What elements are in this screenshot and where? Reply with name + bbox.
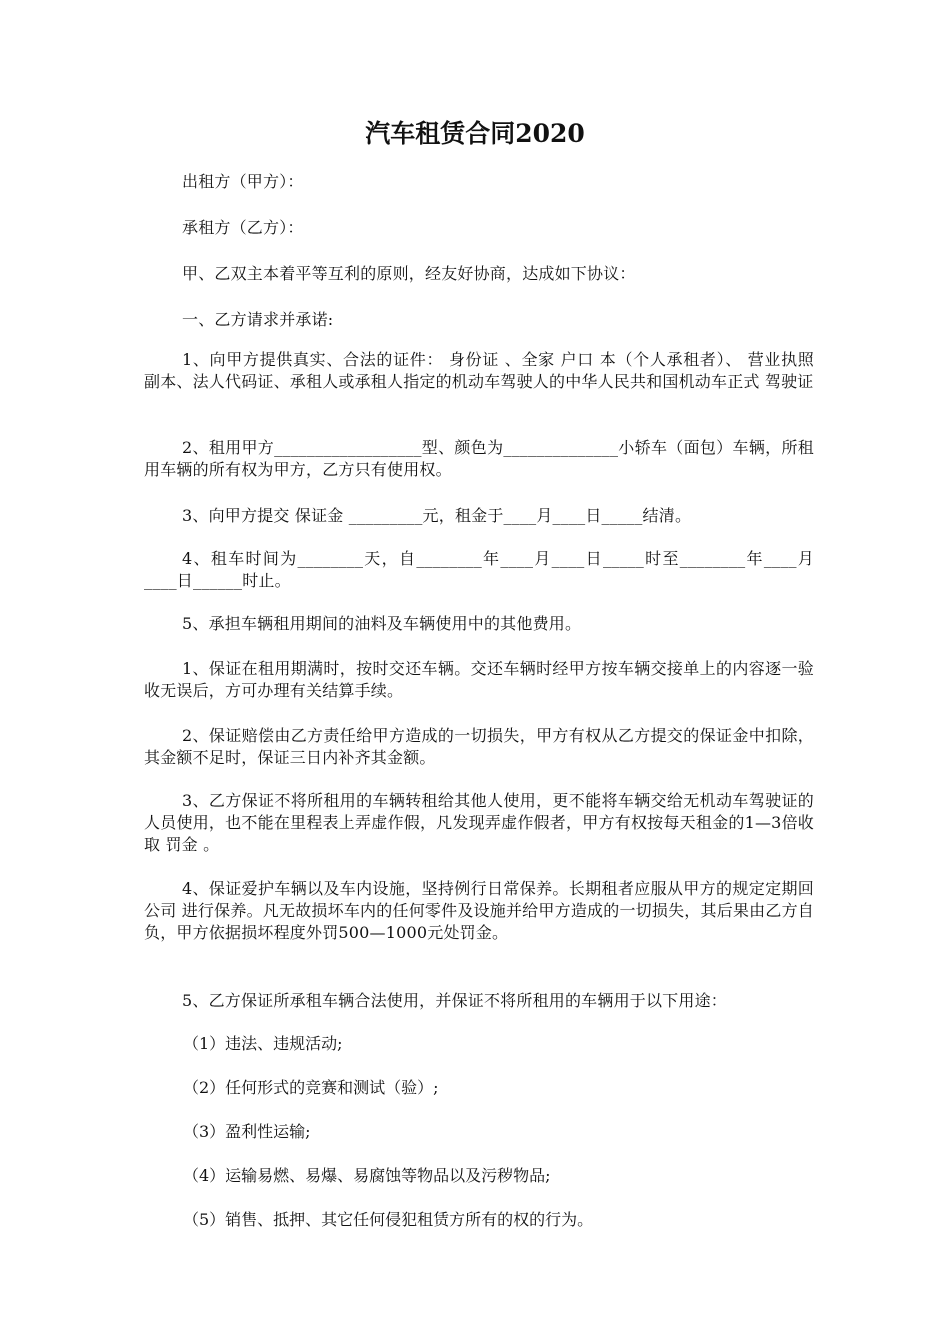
clause-paragraph: 2、租用甲方__________________型、颜色为______________小轿车（面包）车辆，所租用车辆的所有权为甲方，乙方只有使用权。 [144,438,814,479]
clause-paragraph: 1、保证在租用期满时，按时交还车辆。交还车辆时经甲方按车辆交接单上的内容逐一验收无误后，方可办理有关结算手续。 [144,659,814,700]
clause-paragraph: 5、承担车辆租用期间的油料及车辆使用中的其他费用。 [182,614,582,633]
clause-paragraph: 3、向甲方提交 保证金 _________元，租金于____月____日_____结清。 [182,506,692,525]
list-item: （5）销售、抵押、其它任何侵犯租赁方所有的权的行为。 [183,1210,594,1229]
clause-paragraph: 4、保证爱护车辆以及车内设施，坚持例行日常保养。长期租者应服从甲方的规定定期回 公司 进行保养。凡无故损坏车内的任何零件及设施并给甲方造成的一切损失，其后果由乙方自负，甲方依据损坏程度外罚500—1000元处罚金。 [144,879,820,942]
clause-paragraph: 3、乙方保证不将所租用的车辆转租给其他人使用，更不能将车辆交给无机动车驾驶证的人员使用，也不能在里程表上弄虚作假，凡发现弄虚作假者，甲方有权按每天租金的1—3倍收取 罚金 。 [144,791,814,854]
list-item: （3）盈利性运输; [183,1122,311,1141]
list-item: （1）违法、违规活动; [183,1034,343,1053]
clause-paragraph: 2、保证赔偿由乙方责任给甲方造成的一切损失，甲方有权从乙方提交的保证金中扣除，其金额不足时，保证三日内补齐其金额。 [144,726,814,767]
list-item: （4）运输易燃、易爆、易腐蚀等物品以及污秽物品; [183,1166,551,1185]
section-heading: 一、乙方请求并承诺: [182,310,334,329]
list-item: （2）任何形式的竞赛和测试（验）; [183,1078,439,1097]
intro-paragraph: 甲、乙双主本着平等互利的原则，经友好协商，达成如下协议： [182,264,636,283]
clause-paragraph: 1、向甲方提供真实、合法的证件： 身份证 、全家 户口 本（个人承租者）、 营业执照 副本、法人代码证、承租人或承租人指定的机动车驾驶人的中华人民共和国机动车正式 驾驶证 [144,350,820,391]
lessee-line: 承租方（乙方）： [182,218,304,237]
clause-paragraph: 4、租车时间为________天，自________年____月____日_____时至________年____月____日______时止。 [144,549,814,590]
clause-paragraph: 5、乙方保证所承租车辆合法使用，并保证不将所租用的车辆用于以下用途： [182,991,727,1010]
lessor-line: 出租方（甲方）： [182,172,304,191]
document-title: 汽车租赁合同2020 [365,119,585,148]
